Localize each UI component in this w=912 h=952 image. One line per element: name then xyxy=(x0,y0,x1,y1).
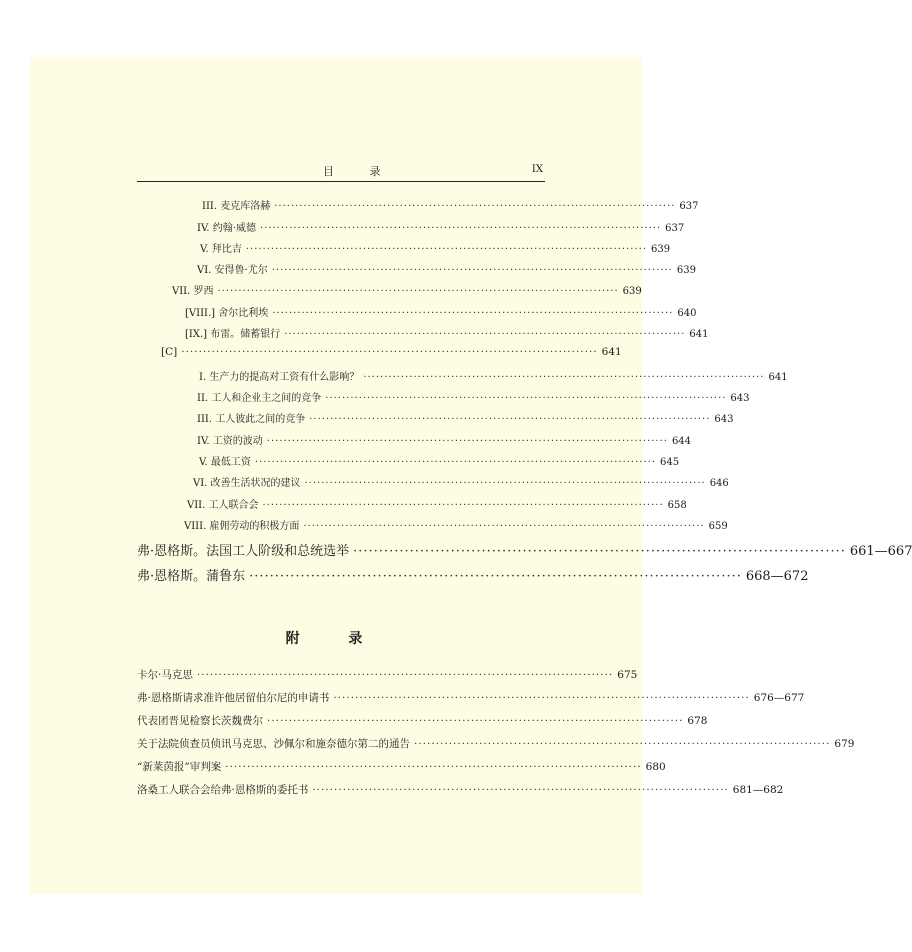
leader-dots: ································································································ xyxy=(303,521,705,532)
toc-entry xyxy=(200,240,671,255)
leader-dots: ································································································ xyxy=(414,738,831,750)
leader-dots: ································································································ xyxy=(267,715,684,727)
toc-entry xyxy=(193,474,729,489)
leader-dots: ································································································ xyxy=(284,329,686,340)
page-header xyxy=(137,163,545,182)
toc-entry-title: IV. 约翰·威德 xyxy=(197,223,256,234)
toc-entry xyxy=(202,197,699,212)
leader-dots: ································································································ xyxy=(196,669,614,681)
leader-dots: ································································································ xyxy=(249,569,742,584)
leader-dots: ································································································ xyxy=(309,414,711,425)
leader-dots: ································································································ xyxy=(272,308,674,319)
toc-entry-title: VI. 改善生活状况的建议 xyxy=(193,478,301,489)
leader-dots: ································································································ xyxy=(266,436,668,447)
toc-entry xyxy=(199,453,680,468)
toc-entry-page: 637 xyxy=(665,223,685,234)
toc-entry xyxy=(197,432,692,447)
toc-entry-page: 668—672 xyxy=(745,569,809,584)
header-page-number: IX xyxy=(531,164,543,175)
appendix-entry xyxy=(137,782,784,797)
toc-entry-page: 640 xyxy=(677,308,697,319)
toc-entry xyxy=(184,517,728,532)
toc-entry-title: [C] xyxy=(161,346,178,358)
toc-entry xyxy=(187,496,687,511)
appendix-entry-page: 675 xyxy=(617,669,638,681)
appendix-entry-title: 弗·恩格斯请求准许他居留伯尔尼的申请书 xyxy=(137,692,330,704)
appendix-entry-page: 676—677 xyxy=(753,692,805,704)
toc-entry-title: III. 麦克库洛赫 xyxy=(202,201,271,212)
appendix-entry xyxy=(137,736,855,751)
toc-entry xyxy=(137,540,912,559)
toc-entry-title: IV. 工资的波动 xyxy=(197,436,263,447)
leader-dots: ································································································ xyxy=(217,286,619,297)
toc-entry xyxy=(197,219,685,234)
appendix-entry xyxy=(137,713,708,728)
toc-entry-page: 643 xyxy=(714,414,734,425)
toc-entry-title: VII. 罗西 xyxy=(172,286,214,297)
toc-entry-page: 643 xyxy=(730,393,750,404)
toc-entry-title: VII. 工人联合会 xyxy=(187,500,259,511)
appendix-entry-page: 681—682 xyxy=(732,784,784,796)
appendix-entry-title: 关于法院侦查员侦讯马克思、沙佩尔和施奈德尔第二的通告 xyxy=(137,738,410,750)
appendix-entry-page: 680 xyxy=(645,761,666,773)
leader-dots: ································································································ xyxy=(353,544,846,559)
leader-dots: ································································································ xyxy=(225,761,642,773)
toc-entry xyxy=(197,261,696,276)
toc-entry xyxy=(137,565,809,584)
toc-entry-title: I. 生产力的提高对工资有什么影响？ xyxy=(199,372,360,383)
leader-dots: ································································································ xyxy=(245,244,647,255)
toc-entry-title: VIII. 雇佣劳动的积极方面 xyxy=(184,521,300,532)
leader-dots: ································································································ xyxy=(259,223,662,234)
appendix-entry-title: 代表团晋见检察长茨魏费尔 xyxy=(137,715,263,727)
toc-entry-page: 641 xyxy=(768,372,788,383)
leader-dots: ································································································ xyxy=(304,478,706,489)
toc-entry-title: 弗·恩格斯。法国工人阶级和总统选举 xyxy=(137,544,350,559)
toc-entry xyxy=(185,325,709,340)
toc-entry-page: 639 xyxy=(676,265,696,276)
appendix-entry xyxy=(137,759,666,774)
toc-entry-page: 646 xyxy=(709,478,729,489)
leader-dots: ································································································ xyxy=(333,692,750,704)
leader-dots: ································································································ xyxy=(274,201,676,212)
toc-entry-title: 弗·恩格斯。蒲鲁东 xyxy=(137,569,246,584)
appendix-entry-page: 679 xyxy=(834,738,855,750)
leader-dots: ································································································ xyxy=(262,500,664,511)
appendix-entry-title: “新莱茵报”审判案 xyxy=(137,761,222,773)
appendix-entry-title: 洛桑工人联合会给弗·恩格斯的委托书 xyxy=(137,784,309,796)
leader-dots: ································································································ xyxy=(254,457,656,468)
appendix-entry-title: 卡尔·马克思 xyxy=(137,669,193,681)
toc-entry-page: 644 xyxy=(671,436,692,447)
toc-entry xyxy=(197,410,734,425)
toc-entry xyxy=(185,304,697,319)
appendix-heading: 附 录 xyxy=(285,631,385,647)
toc-entry-title: V. 最低工资 xyxy=(199,457,251,468)
leader-dots: ································································································ xyxy=(181,346,598,358)
toc-entry-page: 639 xyxy=(622,286,642,297)
toc-entry-title: III. 工人彼此之间的竞争 xyxy=(197,414,306,425)
toc-entry-page: 661—667 xyxy=(849,544,912,559)
toc-entry xyxy=(199,368,788,383)
appendix-entry xyxy=(137,690,805,705)
appendix-entry xyxy=(137,667,638,682)
toc-entry-page: 639 xyxy=(651,244,671,255)
appendix-entry-page: 678 xyxy=(687,715,708,727)
toc-entry-page: 645 xyxy=(660,457,680,468)
toc-entry xyxy=(197,389,750,404)
leader-dots: ································································································ xyxy=(325,393,727,404)
toc-entry-page: 641 xyxy=(689,329,709,340)
leader-dots: ································································································ xyxy=(363,372,765,383)
toc-entry xyxy=(172,282,642,297)
toc-entry-title: V. 拜比吉 xyxy=(200,244,242,255)
toc-entry-title: II. 工人和企业主之间的竞争 xyxy=(197,393,322,404)
toc-entry xyxy=(161,346,622,361)
header-title: 目 录 xyxy=(323,165,397,178)
toc-entry-page: 658 xyxy=(667,500,687,511)
toc-entry-title: [IX.] 布雷。储蓄银行 xyxy=(185,329,281,340)
toc-entry-title: [VIII.] 舍尔比利埃 xyxy=(185,308,269,319)
leader-dots: ································································································ xyxy=(271,265,673,276)
toc-entry-page: 641 xyxy=(601,346,622,358)
leader-dots: ································································································ xyxy=(312,784,729,796)
toc-entry-page: 659 xyxy=(708,521,728,532)
toc-entry-page: 637 xyxy=(679,201,699,212)
toc-entry-title: VI. 安得鲁·尤尔 xyxy=(197,265,268,276)
